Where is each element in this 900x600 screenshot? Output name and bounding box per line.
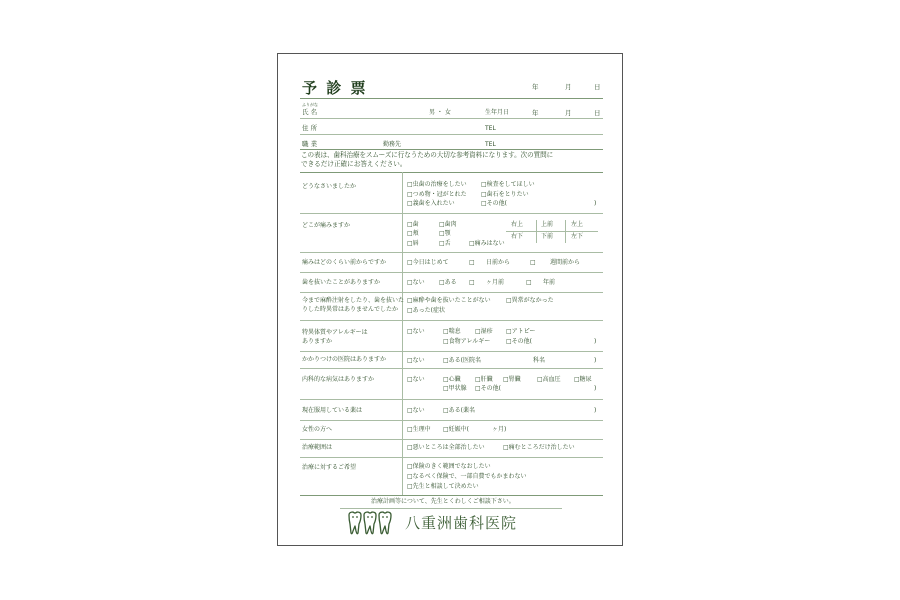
q12-label: 治療に対するご希望 <box>302 464 357 471</box>
header-year: 年 <box>532 83 539 91</box>
q3-opt-2[interactable]: □ <box>469 259 475 266</box>
q5-opt-3[interactable]: □あった(症状 <box>407 307 445 314</box>
q10-opt-2[interactable]: □妊娠中( <box>443 426 470 433</box>
job-label: 職 業 <box>302 140 318 148</box>
q3-opt-4[interactable]: □ <box>530 259 536 266</box>
q8-opt-3[interactable]: □肝臓 <box>475 376 493 383</box>
birth-day: 日 <box>594 109 601 117</box>
address-label: 住 所 <box>302 124 318 132</box>
q4-opt-4: ヶ月前 <box>486 279 505 286</box>
sex-field[interactable]: 男 ・ 女 <box>429 109 451 116</box>
intro-line-1: この表は、歯科治療をスムーズに行なうための大切な参考資料になります。次の質問に <box>301 151 554 159</box>
q4-opt-3[interactable]: □ <box>469 279 475 286</box>
q2-lower-front: 下前 <box>541 233 554 240</box>
q6-opt-4[interactable]: □アトピー <box>506 328 536 335</box>
birth-month: 月 <box>565 109 572 117</box>
q12-opt-3[interactable]: □先生と相談して決めたい <box>407 483 479 490</box>
job-rule <box>300 149 603 150</box>
q4-opt-2[interactable]: □ある <box>439 279 457 286</box>
q6-rule <box>300 351 603 352</box>
q2-opt-1[interactable]: □歯 <box>407 221 419 228</box>
clinic-name: 八重洲歯科医院 <box>405 514 518 532</box>
q2-opt-2[interactable]: □歯肉 <box>439 221 457 228</box>
title-rule <box>300 98 603 99</box>
footer-rule <box>340 508 562 509</box>
q8-opt-4[interactable]: □腎臓 <box>503 376 521 383</box>
q6-opt-3[interactable]: □湿疹 <box>475 328 493 335</box>
q5-label-1: 今まで麻酔注射をしたり、歯を抜いた <box>302 297 405 304</box>
q3-opt-5: 週間前から <box>550 259 581 266</box>
questionnaire-sheet <box>277 53 623 546</box>
q10-opt-3: ヶ月) <box>492 426 507 433</box>
tooth-chart-vline-1 <box>536 220 537 243</box>
q2-label: どこが痛みますか <box>302 222 351 229</box>
q9-label: 現在服用している薬は <box>302 407 363 414</box>
intro-line-2: できるだけ正確にお答えください。 <box>301 160 407 168</box>
q7-label: かかりつけの医院はありますか <box>302 356 387 363</box>
q5-opt-1[interactable]: □麻酔や歯を抜いたことがない <box>407 297 491 304</box>
q6-close: ) <box>594 338 597 345</box>
q7-close: ) <box>594 357 597 364</box>
q2-lower-right: 右下 <box>511 233 524 240</box>
q7-opt-2[interactable]: □ある(医院名 <box>443 357 482 364</box>
q7-rule <box>300 368 603 369</box>
q7-opt-1[interactable]: □ない <box>407 357 425 364</box>
q9-rule <box>300 420 603 421</box>
tel-label: TEL <box>485 125 496 132</box>
q7-opt-3: 科名 <box>533 357 546 364</box>
q1-opt-6[interactable]: □その他( <box>481 200 508 207</box>
q10-label: 女性の方へ <box>302 426 333 433</box>
q1-close: ) <box>594 200 597 207</box>
q10-opt-1[interactable]: □生理中 <box>407 426 431 433</box>
q12-opt-1[interactable]: □保険のきく範囲でなおしたい <box>407 463 491 470</box>
q2-upper-left: 左上 <box>571 221 584 228</box>
q1-label: どうなさいましたか <box>302 183 357 190</box>
q1-rule <box>300 213 603 214</box>
q6-opt-6[interactable]: □その他( <box>506 338 533 345</box>
column-divider <box>402 172 403 495</box>
tooth-logo-icon <box>347 511 395 537</box>
q3-rule <box>300 272 603 273</box>
q1-opt-3[interactable]: □つめ物・冠がとれた <box>407 191 467 198</box>
q8-opt-8[interactable]: □その他( <box>475 385 502 392</box>
q2-upper-right: 右上 <box>511 221 524 228</box>
q2-lower-left: 左下 <box>571 233 584 240</box>
name-label: 氏 名 <box>302 108 318 116</box>
q2-opt-5[interactable]: □唇 <box>407 240 419 247</box>
q11-opt-1[interactable]: □悪いところは全部治したい <box>407 444 485 451</box>
header-day: 日 <box>594 83 601 91</box>
q3-opt-3: 日前から <box>486 259 511 266</box>
q5-rule <box>300 320 603 321</box>
q1-opt-2[interactable]: □検査をしてほしい <box>481 181 535 188</box>
q4-label: 歯を抜いたことがありますか <box>302 279 381 286</box>
q10-rule <box>300 439 603 440</box>
q6-opt-5[interactable]: □食物アレルギー <box>443 338 491 345</box>
q9-opt-2[interactable]: □ある(薬名 <box>443 407 476 414</box>
q9-opt-1[interactable]: □ない <box>407 407 425 414</box>
q12-opt-2[interactable]: □なるべく保険で、一部自費でもかまわない <box>407 473 527 480</box>
q8-opt-7[interactable]: □甲状腺 <box>443 385 467 392</box>
q6-label-2: ありますか <box>302 338 333 345</box>
q1-opt-4[interactable]: □歯石をとりたい <box>481 191 529 198</box>
q8-rule <box>300 399 603 400</box>
q2-opt-4[interactable]: □顎 <box>439 230 451 237</box>
q2-opt-7[interactable]: □痛みはない <box>469 240 505 247</box>
q6-label-1: 特異体質やアレルギーは <box>302 329 368 336</box>
q2-opt-3[interactable]: □頬 <box>407 230 419 237</box>
form-title: 予 診 票 <box>302 79 368 97</box>
footer-note: 治療計画等について、先生とくわしくご相談下さい。 <box>371 498 515 505</box>
workplace-label: 勤務先 <box>383 141 402 148</box>
q4-opt-1[interactable]: □ない <box>407 279 425 286</box>
address-rule <box>300 134 603 135</box>
q2-opt-6[interactable]: □舌 <box>439 240 451 247</box>
q3-opt-1[interactable]: □今日はじめて <box>407 259 449 266</box>
q2-upper-front: 上前 <box>541 221 554 228</box>
q12-rule <box>300 495 603 496</box>
q9-close: ) <box>594 407 597 414</box>
q4-opt-5[interactable]: □ <box>526 279 532 286</box>
q4-opt-6: 年前 <box>543 279 556 286</box>
header-month: 月 <box>565 83 572 91</box>
q1-opt-1[interactable]: □虫歯の治療をしたい <box>407 181 467 188</box>
q6-opt-2[interactable]: □喘息 <box>443 328 461 335</box>
q1-opt-5[interactable]: □義歯を入れたい <box>407 200 455 207</box>
birth-year: 年 <box>532 109 539 117</box>
q4-rule <box>300 292 603 293</box>
q8-opt-1[interactable]: □ない <box>407 376 425 383</box>
q8-opt-2[interactable]: □心臓 <box>443 376 461 383</box>
q6-opt-1[interactable]: □ない <box>407 328 425 335</box>
q8-opt-6[interactable]: □糖尿 <box>574 376 592 383</box>
q5-label-2: りした時異常はありませんでしたか <box>302 306 399 313</box>
intro-rule <box>300 172 603 173</box>
q8-opt-5[interactable]: □高血圧 <box>537 376 561 383</box>
q5-opt-2[interactable]: □異常がなかった <box>506 297 554 304</box>
tooth-chart-vline-2 <box>565 220 566 243</box>
name-rule <box>300 118 603 119</box>
q8-label: 内科的な病気はありますか <box>302 376 375 383</box>
q3-label: 痛みはどのくらい前からですか <box>302 259 386 266</box>
q8-close: ) <box>594 385 597 392</box>
q11-rule <box>300 457 603 458</box>
tel2-label: TEL <box>485 141 496 148</box>
q2-rule <box>300 252 603 253</box>
q11-opt-2[interactable]: □痛むところだけ治したい <box>503 444 575 451</box>
tooth-chart-hline <box>506 231 598 232</box>
q11-label: 治療範囲は <box>302 444 333 451</box>
name-furigana: ふりがな <box>302 102 318 107</box>
birth-label: 生年月日 <box>485 109 510 116</box>
